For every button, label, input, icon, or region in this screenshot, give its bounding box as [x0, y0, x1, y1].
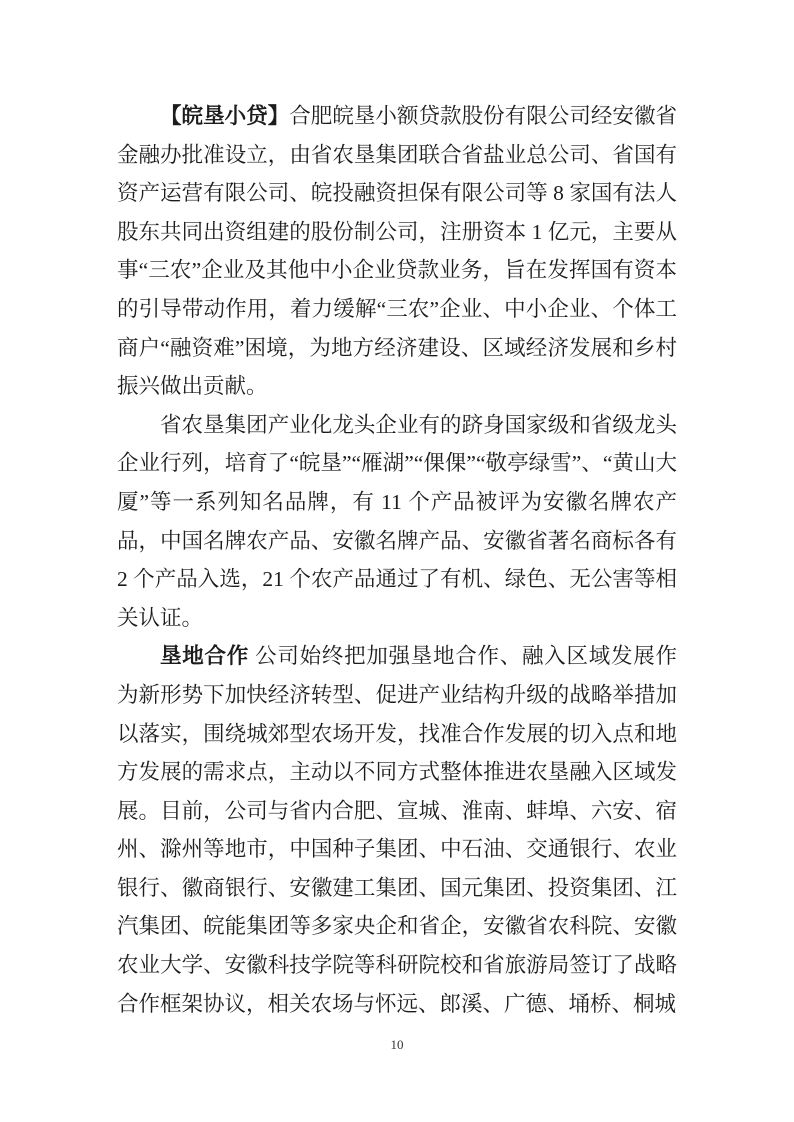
paragraph-text: 合肥皖垦小额贷款股份有限公司经安徽省金融办批准设立，由省农垦集团联合省盐业总公司、省国有资产运营有限公司、皖投融资担保有限公司等 8 家国有法人股东共同出资组建的股份制公司，注册资本 1 亿元，主要从事“三农”企业及其他中小企业贷款业务，旨在发挥国有资本的引导带动作用，着力缓解“三农”企业、中小企业、个体工商户“融资难”困境，为地方经济建设、区域经济发展和乡村振兴做出贡献。	[117, 104, 677, 399]
paragraph	[117, 637, 677, 1023]
paragraph	[117, 97, 677, 406]
page-body-text	[117, 97, 677, 1023]
paragraph-lead: 【皖垦小贷】	[160, 104, 290, 128]
paragraph-text: 省农垦集团产业化龙头企业有的跻身国家级和省级龙头企业行列，培育了“皖垦”“雁湖”“倮倮”“敬亭绿雪”、“黄山大厦”等一系列知名品牌，有 11 个产品被评为安徽名牌农产品，中国名牌农产品、安徽名牌产品、安徽省著名商标各有 2 个产品入选，21 个农产品通过了有机、绿色、无公害等相关认证。	[117, 412, 677, 630]
paragraph-text: 公司始终把加强垦地合作、融入区域发展作为新形势下加快经济转型、促进产业结构升级的战略举措加以落实，围绕城郊型农场开发，找准合作发展的切入点和地方发展的需求点，主动以不同方式整体推进农垦融入区域发展。目前，公司与省内合肥、宣城、淮南、蚌埠、六安、宿州、滁州等地市，中国种子集团、中石油、交通银行、农业银行、徽商银行、安徽建工集团、国元集团、投资集团、江汽集团、皖能集团等多家央企和省企，安徽省农科院、安徽农业大学、安徽科技学院等科研院校和省旅游局签订了战略合作框架协议，相关农场与怀远、郎溪、广德、埇桥、桐城	[117, 644, 677, 1016]
paragraph	[117, 406, 677, 638]
paragraph-lead: 垦地合作	[160, 644, 249, 669]
page-number: 10	[390, 1037, 404, 1052]
